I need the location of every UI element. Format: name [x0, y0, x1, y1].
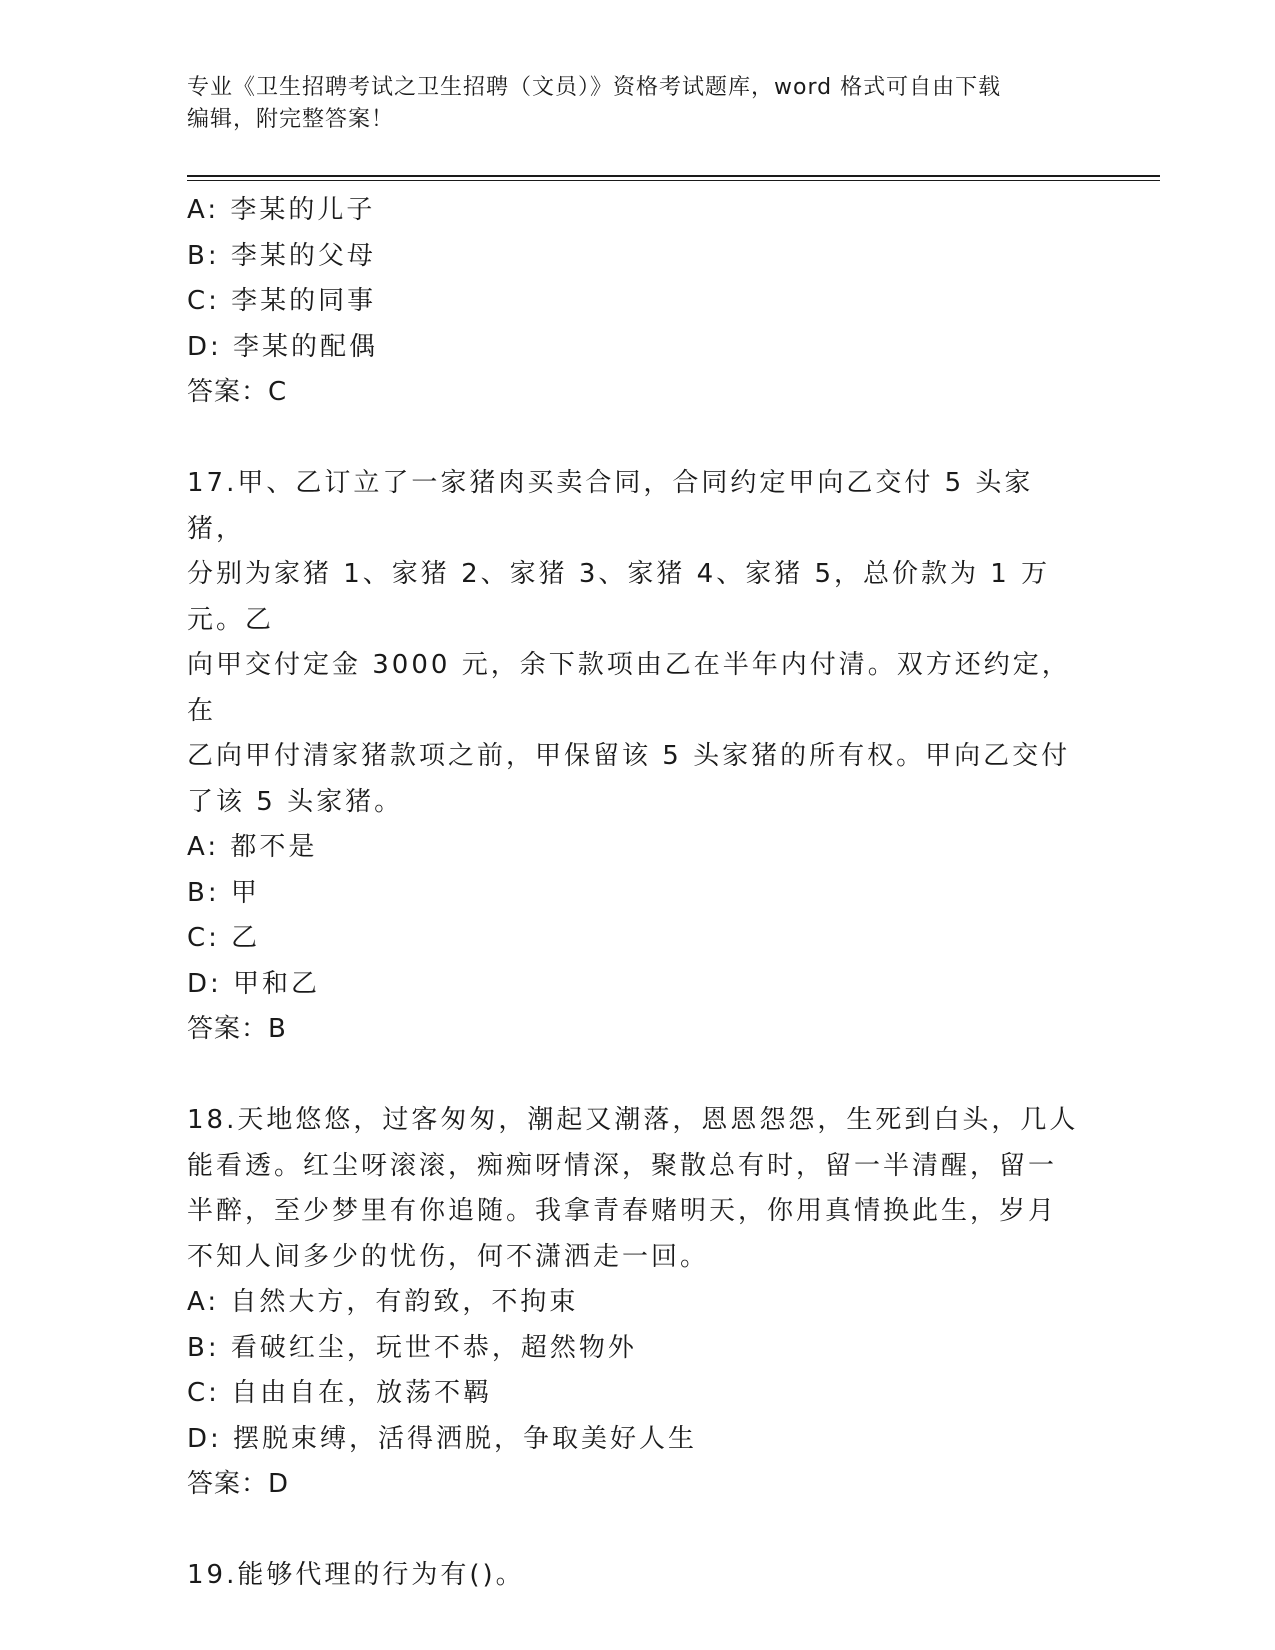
question-18 [187, 1098, 1087, 1508]
option-a: A: 都不是 [187, 832, 318, 862]
spacer [187, 416, 1087, 462]
question-19 [187, 1553, 1087, 1599]
question-stem-line: 半醉，至少梦里有你追随。我拿青春赌明天，你用真情换此生，岁月 [187, 1196, 1058, 1226]
question-stem-line: 分别为家猪 1、家猪 2、家猪 3、家猪 4、家猪 5，总价款为 1 万元。乙 [187, 559, 1051, 635]
question-17 [187, 461, 1087, 1053]
spacer [187, 1508, 1087, 1554]
option-a: A: 李某的儿子 [187, 195, 376, 225]
question-stem-line: 不知人间多少的忧伤，何不潇洒走一回。 [187, 1241, 710, 1272]
document-body [187, 188, 1087, 1599]
option-d: D: 李某的配偶 [187, 331, 379, 362]
question-16 [187, 188, 1087, 416]
question-stem-line: 了该 5 头家猪。 [187, 786, 404, 817]
option-d: D: 摆脱束缚，活得洒脱，争取美好人生 [187, 1423, 698, 1454]
answer: 答案：D [187, 1469, 290, 1499]
question-stem-line: 能看透。红尘呀滚滚，痴痴呀情深，聚散总有时，留一半清醒，留一 [187, 1150, 1058, 1181]
header-rule-thin [187, 180, 1160, 181]
option-c: C: 乙 [187, 923, 261, 953]
answer: 答案：B [187, 1014, 287, 1044]
option-b: B: 李某的父母 [187, 240, 376, 271]
option-d: D: 甲和乙 [187, 968, 321, 999]
header-line-1: 专业《卫生招聘考试之卫生招聘（文员）》资格考试题库，word 格式可自由下载 [187, 75, 1002, 100]
option-a: A: 自然大方，有韵致，不拘束 [187, 1287, 579, 1317]
question-stem-line: 18.天地悠悠，过客匆匆，潮起又潮落，恩恩怨怨，生死到白头，几人 [187, 1105, 1079, 1135]
option-c: C: 自由自在，放荡不羁 [187, 1378, 493, 1408]
option-c: C: 李某的同事 [187, 286, 377, 316]
spacer [187, 1053, 1087, 1099]
answer: 答案：C [187, 377, 288, 407]
question-stem-line: 19.能够代理的行为有()。 [187, 1560, 525, 1590]
question-stem-line: 17.甲、乙订立了一家猪肉买卖合同，合同约定甲向乙交付 5 头家猪， [187, 468, 1034, 544]
option-b: B: 看破红尘，玩世不恭，超然物外 [187, 1332, 637, 1363]
header-rule [187, 175, 1160, 177]
question-stem-line: 向甲交付定金 3000 元，余下款项由乙在半年内付清。双方还约定，在 [187, 650, 1071, 726]
header-line-2: 编辑，附完整答案！ [187, 107, 395, 132]
document-header [187, 72, 1087, 136]
question-stem-line: 乙向甲付清家猪款项之前，甲保留该 5 头家猪的所有权。甲向乙交付 [187, 741, 1071, 771]
option-b: B: 甲 [187, 877, 260, 908]
